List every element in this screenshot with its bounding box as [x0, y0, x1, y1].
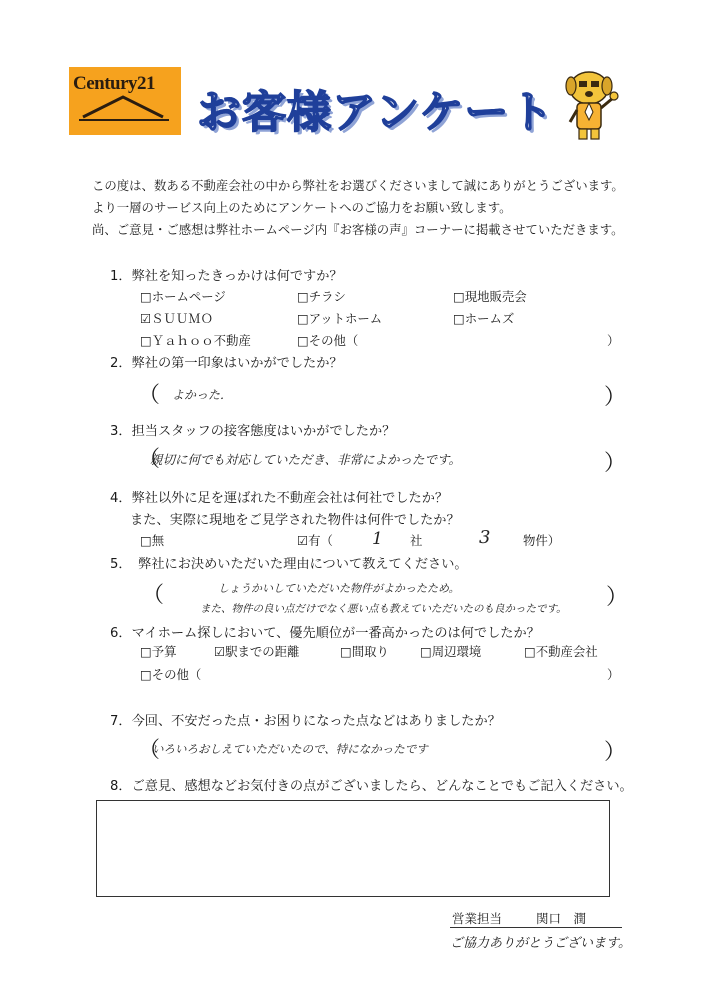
q2-question: 2．弊社の第一印象はいかがでしたか？ — [110, 356, 343, 371]
q4-properties-count: 3 — [479, 527, 491, 548]
comments-box[interactable] — [96, 800, 610, 897]
q3-open-paren: （ — [138, 447, 161, 472]
q1-option-homepage[interactable]: □ホームページ — [140, 289, 226, 304]
mascot-dog-icon — [558, 66, 620, 146]
q1-option-other[interactable]: □その他（ — [297, 333, 359, 348]
q1-question: 1．弊社を知ったきっかけは何ですか？ — [110, 269, 343, 284]
q6-option-floor-plan[interactable]: □間取り — [340, 644, 389, 659]
q3-question: 3．担当スタッフの接客態度はいかがでしたか？ — [110, 424, 396, 439]
q6-option-station-distance[interactable]: ☑駅までの距離 — [214, 644, 300, 659]
q5-answer-line-2: また、物件の良い点だけでなく悪い点も教えていただいたのも良かったです。 — [200, 603, 567, 615]
q6-option-budget[interactable]: □予算 — [140, 644, 177, 659]
century21-logo — [69, 67, 181, 135]
q5-close-paren: ） — [606, 585, 629, 610]
q4-option-none[interactable]: □無 — [140, 533, 165, 548]
q4-companies-count: 1 — [372, 529, 383, 549]
q1-option-homes[interactable]: □ホームズ — [453, 311, 515, 326]
q4-properties-unit: 物件） — [523, 533, 561, 548]
q5-question: 5． 弊社にお決めいただいた理由について教えてください。 — [110, 557, 468, 572]
q6-other-close: ） — [607, 667, 620, 682]
q6-option-agency[interactable]: □不動産会社 — [524, 644, 598, 659]
page-title: お客様アンケート — [197, 87, 555, 138]
q8-question: 8．ご意見、感想などお気付きの点がございましたら、どんなことでもご記入ください。 — [110, 779, 633, 794]
q6-question: 6．マイホーム探しにおいて、優先順位が一番高かったのは何でしたか？ — [110, 626, 540, 641]
q1-option-open-house[interactable]: □現地販売会 — [453, 289, 527, 304]
q4-option-yes[interactable]: ☑有（ — [297, 533, 333, 548]
q7-answer: いろいろおしえていただいたので、特になかったです — [152, 742, 428, 756]
q4-question-line-1: 4．弊社以外に足を運ばれた不動産会社は何社でしたか？ — [110, 491, 449, 506]
q4-question-line-2: また、実際に現地をご見学された物件は何件でしたか？ — [130, 513, 460, 528]
q6-option-other[interactable]: □その他（ — [140, 667, 202, 682]
q2-open-paren: （ — [138, 383, 161, 408]
q7-question: 7．今回、不安だった点・お困りになった点などはありましたか？ — [110, 714, 501, 729]
staff-signature-line — [450, 909, 622, 928]
q7-close-paren: ） — [604, 740, 627, 765]
q1-other-close: ） — [607, 333, 620, 348]
q2-close-paren: ） — [604, 385, 627, 410]
intro-line-1: この度は、数ある不動産会社の中から弊社をお選びくださいまして誠にありがとうございます。 — [92, 178, 624, 193]
q6-option-surroundings[interactable]: □周辺環境 — [420, 644, 482, 659]
staff-name: 関口 潤 — [536, 911, 587, 926]
q1-option-flyer[interactable]: □チラシ — [297, 289, 346, 304]
q5-answer-line-1: しょうかいしていただいた物件がよかったため。 — [218, 582, 460, 595]
logo-text: Century21 — [73, 73, 156, 94]
q3-close-paren: ） — [604, 451, 627, 476]
intro-line-2: より一層のサービス向上のためにアンケートへのご協力をお願い致します。 — [92, 200, 512, 215]
q1-option-yahoo[interactable]: □Ｙａｈｏｏ不動産 — [140, 333, 251, 348]
q5-open-paren: （ — [142, 583, 165, 608]
thank-you-text: ご協力ありがとうございます。 — [450, 936, 631, 951]
staff-label: 営業担当 — [452, 911, 503, 926]
intro-line-3: 尚、ご意見・ご感想は弊社ホームページ内『お客様の声』コーナーに掲載させていただきます。 — [92, 222, 624, 237]
q4-companies-unit: 社 — [410, 533, 423, 548]
q1-option-athome[interactable]: □アットホーム — [297, 311, 383, 326]
q2-answer: よかった． — [172, 388, 233, 402]
q7-open-paren: （ — [138, 738, 161, 763]
q3-answer: 親切に何でも対応していただき、非常によかったです。 — [150, 452, 462, 467]
q1-option-suumo[interactable]: ☑ＳＵＵＭＯ — [140, 311, 214, 326]
